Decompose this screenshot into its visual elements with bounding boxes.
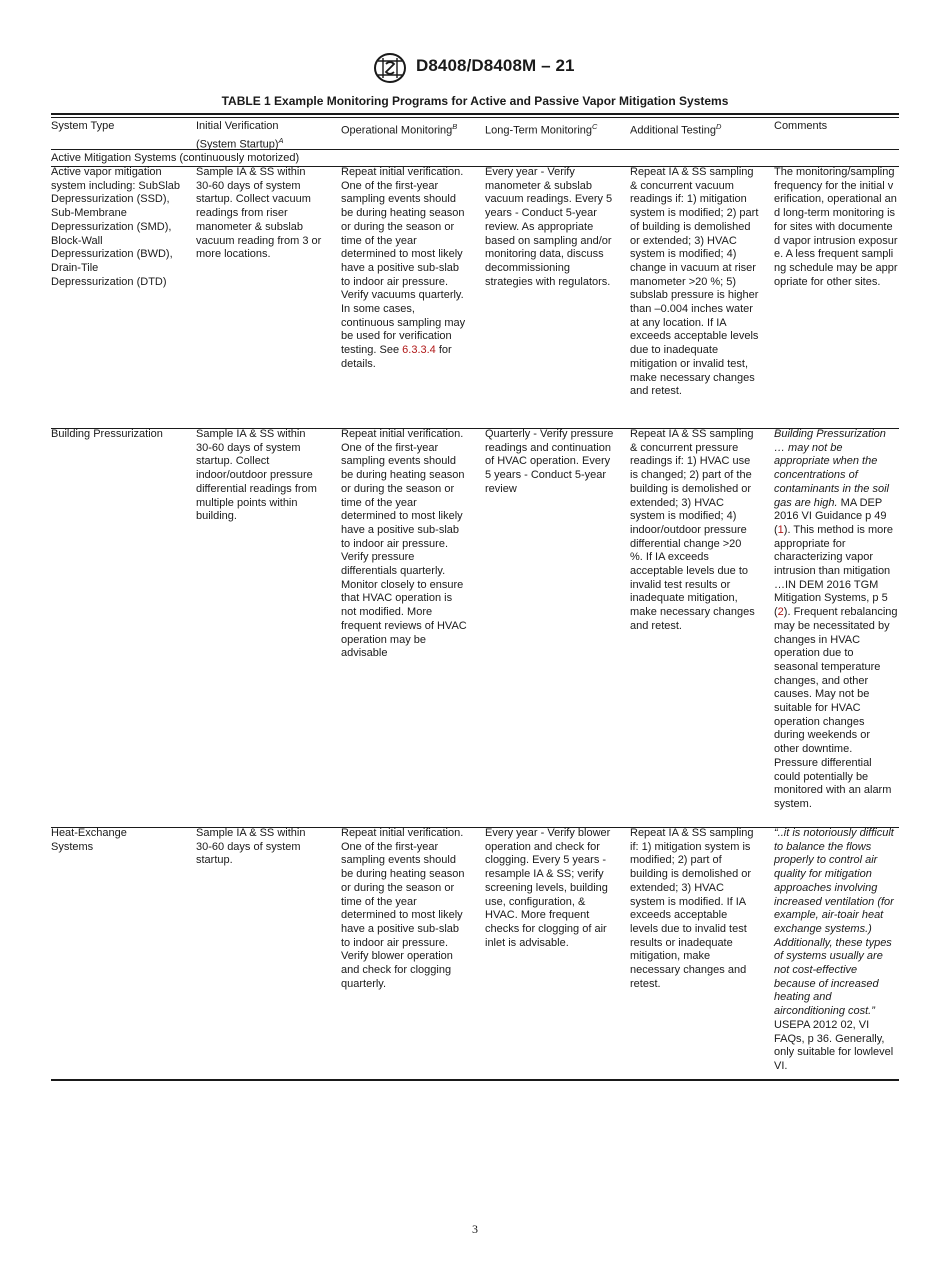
row1-system-type: Active vapor mitigation system including: SubSlab Depressurization (SSD), Sub-Membrane Depressurization (SMD), Block-Wall Depressurization (BWD), Drain-Tile Depressurization (DTD) [51,166,181,288]
header-bottom-rule [51,149,899,150]
row-divider-2 [51,827,899,828]
row3-comments: “..it is notoriously difficult to balance the flows properly to control air quality for mitigation approaches involving increased ventilation (for example, air-toair heat exchange systems.) Additionally, these types of systems usually are not cost-effective because of increased heating and airconditioning cost.” USEPA 2012 02, VI FAQs, p 36. Generally, only suitable for lowlevel VI. [774,827,894,1072]
row1-operational: Repeat initial verification. One of the first-year sampling events should be during heating season or during the season or time of the year determined to most likely have a positive sub-slab to indoor air pressure. Verify vacuums quarterly. In some cases, continuous sampling may be used for verification testing. See 6.3.3.4 for details. [341,166,466,370]
astm-logo-icon [372,52,408,84]
row2-operational: Repeat initial verification. One of the first-year sampling events should be during heating season or during the season or time of the year determined to most likely have a positive sub-slab to indoor air pressure. Verify pressure differentials quarterly. Monitor closely to ensure that HVAC operation is not modified. More frequent reviews of HVAC operation may be advisable [341,428,467,660]
column-header-initial-verification: Initial Verification (System Startup)$^A$ [196,120,284,151]
row2-additional: Repeat IA & SS sampling & concurrent pressure readings if: 1) HVAC use is changed; 2) part of the building is demolished or extended; 3) HVAC system is modified; 4) indoor/outdoor pressure differential change >20 %. If IA exceeds acceptable levels due to invalid test results or inadequate mitigation, make necessary changes and retest. [630,428,755,632]
table-top-rule [51,113,899,115]
row3-additional: Repeat IA & SS sampling if: 1) mitigation system is modified; 2) part of building is demolished or extended; 3) HVAC system is modified. If IA exceeds acceptable levels due to invalid test results or inadequate mitigation, make necessary changes and retest. [630,827,754,990]
row2-system-type: Building Pressurization [51,428,163,440]
column-header-comments: Comments [774,120,828,132]
reference-link-1[interactable]: 1 [777,523,784,536]
section-label: Active Mitigation Systems (continuously motorized) [51,152,300,164]
row2-long-term: Quarterly - Verify pressure readings and continuation of HVAC operation. Every 5 years - Conduct 5-year review [485,428,614,495]
row3-system-type: Heat-Exchange Systems [51,827,127,853]
row1-initial: Sample IA & SS within 30-60 days of system startup. Collect vacuum readings from riser manometer & subslab vacuum reading from 3 or more locations. [196,166,322,261]
column-header-long-term-monitoring: Long-Term Monitoring$^C$ [485,122,598,137]
standard-designation: D8408/D8408M – 21 [416,56,575,75]
row1-additional: Repeat IA & SS sampling & concurrent vacuum readings if: 1) mitigation system is modified; 2) part of building is demolished or extended; 3) HVAC system is modified; 4) change in vacuum at riser manometer >20 %; 5) subslab pressure is higher than –0.004 inches water at any location. If IA exceeds acceptable levels due to inadequate mitigation or invalid test, make necessary changes and retest. [630,166,759,398]
row2-initial: Sample IA & SS within 30-60 days of system startup. Collect indoor/outdoor pressure differential readings from multiple points within building. [196,428,317,523]
table-bottom-rule [51,1079,899,1081]
row1-comments: The monitoring/sampling frequency for the initial verification, operational and long-term monitoring is for sites with documented vapor intrusion exposure. A less frequent sampling schedule may be appropriate for other sites. [774,166,898,288]
column-header-system-type: System Type [51,120,115,132]
table-title: TABLE 1 Example Monitoring Programs for Active and Passive Vapor Mitigation Systems [221,94,729,108]
row2-comments: Building Pressurization … may not be appropriate when the concentrations of contaminants in the soil gas are high. MA DEP 2016 VI Guidance p 49 (1). This method is more appropriate for characterizing vapor intrusion than mitigation …IN DEM 2016 TGM Mitigation Systems, p 5 (2). Frequent rebalancing may be necessitated by changes in HVAC operation due to seasonal temperature changes, and other causes. May not be suitable for HVAC operation changes during weekends or other downtime. Pressure differential could potentially be monitored with an alarm system. [774,428,898,810]
section-link-6-3-3-4[interactable]: 6.3.3.4 [402,344,436,357]
page-header [0,52,950,86]
row3-operational: Repeat initial verification. One of the first-year sampling events should be during heating season or during the season or time of the year determined to most likely have a positive sub-slab to indoor air pressure. Verify blower operation and check for clogging quarterly. [341,827,465,990]
page-number: 3 [472,1222,478,1236]
reference-link-2[interactable]: 2 [777,606,784,619]
column-header-additional-testing: Additional Testing$^D$ [630,122,722,137]
row3-long-term: Every year - Verify blower operation and check for clogging. Every 5 years - resample IA & SS; verify screening levels, building use, configuration, & HVAC. More frequent checks for clogging of air inlet is advisable. [485,827,611,949]
table-top-rule-inner [51,117,899,118]
row1-long-term: Every year - Verify manometer & subslab vacuum readings. Every 5 years - Conduct 5-year review. As appropriate based on sampling and/or monitoring data, discuss decommissioning strategies with regulators. [485,166,613,288]
row3-initial: Sample IA & SS within 30-60 days of system startup. [196,827,306,867]
column-header-operational-monitoring: Operational Monitoring$^B$ [341,122,458,137]
